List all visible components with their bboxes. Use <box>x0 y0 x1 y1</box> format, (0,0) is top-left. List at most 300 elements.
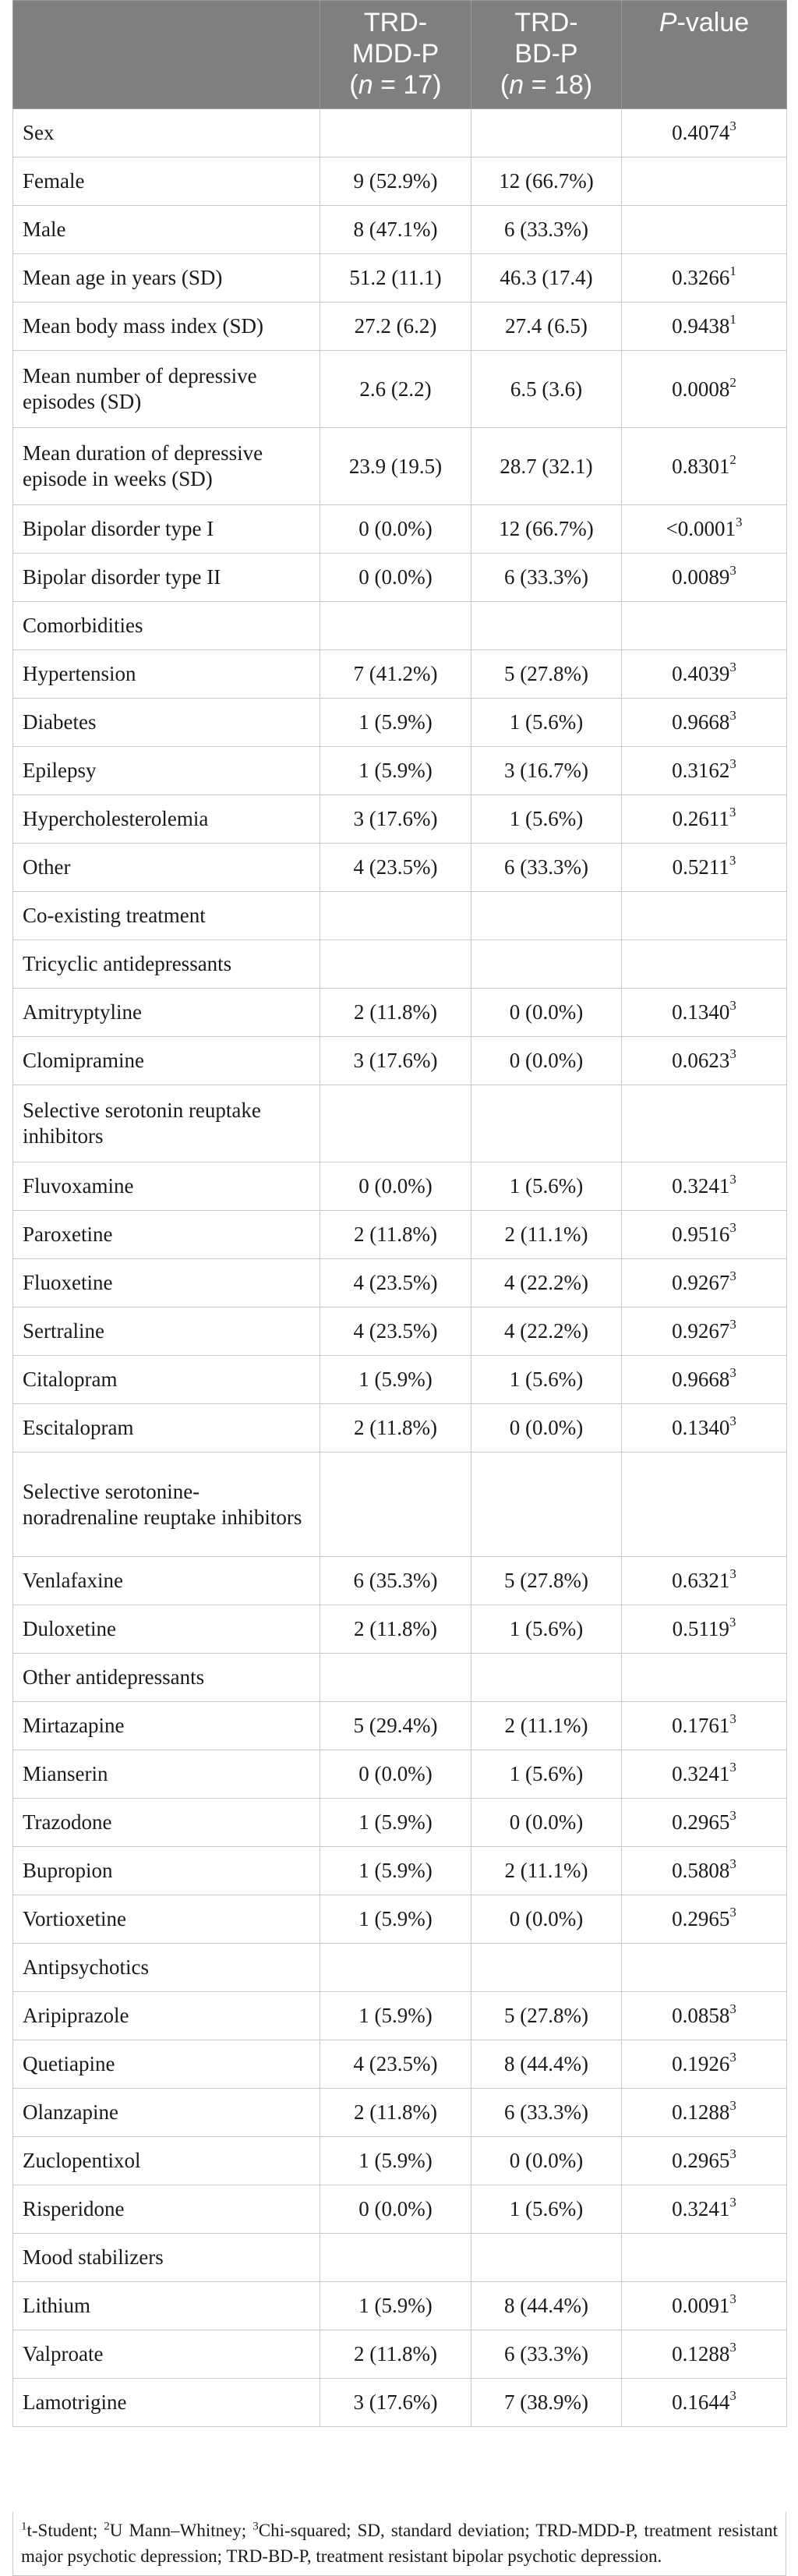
table-row <box>13 602 787 650</box>
row-label: Other <box>13 844 320 892</box>
row-label: Fluoxetine <box>13 1259 320 1307</box>
p-value-cell <box>622 1702 787 1750</box>
p-value: 0.3241 <box>672 2197 730 2220</box>
row-label: Tricyclic antidepressants <box>13 940 320 989</box>
value-trd-bd-p: 2 (11.1%) <box>471 1702 622 1750</box>
header-p-rest: -value <box>676 8 750 37</box>
p-value-test-marker: 1 <box>729 312 736 327</box>
value-trd-bd-p: 28.7 (32.1) <box>471 428 622 505</box>
value-trd-mdd-p: 0 (0.0%) <box>320 1162 471 1211</box>
p-value: 0.6321 <box>672 1569 730 1592</box>
p-value: 0.1288 <box>672 2100 730 2124</box>
p-value-cell <box>622 2282 787 2330</box>
row-label: Mean body mass index (SD) <box>13 303 320 351</box>
value-trd-bd-p: 1 (5.6%) <box>471 1750 622 1799</box>
p-value-test-marker: 2 <box>729 374 736 390</box>
value-trd-bd-p <box>471 1654 622 1702</box>
footnote-text: Chi-squared; SD, standard deviation; TRD-MDD-P, treatment resistant major psychotic depression; TRD-BD-P, treatment resistant bipolar psychotic depression. <box>21 2521 778 2566</box>
p-value: 0.0623 <box>672 1049 730 1072</box>
value-trd-bd-p: 7 (38.9%) <box>471 2379 622 2427</box>
p-value-test-marker: 3 <box>729 1711 736 1726</box>
table-row <box>13 747 787 795</box>
value-trd-bd-p <box>471 2234 622 2282</box>
value-trd-bd-p: 8 (44.4%) <box>471 2040 622 2089</box>
value-trd-bd-p <box>471 602 622 650</box>
value-trd-mdd-p: 1 (5.9%) <box>320 2282 471 2330</box>
value-trd-bd-p <box>471 892 622 940</box>
value-trd-mdd-p <box>320 2234 471 2282</box>
p-value-test-marker: 3 <box>729 805 736 819</box>
value-trd-bd-p: 6 (33.3%) <box>471 2089 622 2137</box>
header-trd-bd-p-line1: TRD- <box>514 8 578 37</box>
value-trd-mdd-p: 7 (41.2%) <box>320 650 471 699</box>
header-cell-trd-mdd-p <box>320 1 471 109</box>
row-label: Selective serotonine-noradrenaline reuptake inhibitors <box>13 1453 320 1557</box>
p-value-cell <box>622 1211 787 1259</box>
p-value-cell <box>622 1085 787 1162</box>
value-trd-mdd-p: 2 (11.8%) <box>320 2089 471 2137</box>
header-n-value: = 17) <box>373 70 442 100</box>
header-p-symbol: P <box>659 8 677 37</box>
row-label: Citalopram <box>13 1356 320 1404</box>
value-trd-bd-p: 46.3 (17.4) <box>471 254 622 303</box>
value-trd-bd-p: 6.5 (3.6) <box>471 351 622 428</box>
value-trd-mdd-p: 3 (17.6%) <box>320 795 471 844</box>
p-value-test-marker: 3 <box>729 1566 736 1581</box>
table-row <box>13 2089 787 2137</box>
row-label: Hypercholesterolemia <box>13 795 320 844</box>
p-value-test-marker: 3 <box>729 563 736 578</box>
value-trd-bd-p: 1 (5.6%) <box>471 795 622 844</box>
row-label: Mean age in years (SD) <box>13 254 320 303</box>
p-value-cell <box>622 2137 787 2185</box>
value-trd-bd-p: 0 (0.0%) <box>471 2137 622 2185</box>
value-trd-bd-p: 0 (0.0%) <box>471 1799 622 1847</box>
p-value-cell <box>622 1654 787 1702</box>
table-row <box>13 844 787 892</box>
table-row <box>13 1356 787 1404</box>
p-value-test-marker: 3 <box>729 756 736 771</box>
row-label: Duloxetine <box>13 1605 320 1654</box>
value-trd-mdd-p: 0 (0.0%) <box>320 1750 471 1799</box>
p-value-cell <box>622 1259 787 1307</box>
p-value-test-marker: 3 <box>729 1856 736 1871</box>
p-value-test-marker: 3 <box>729 2050 736 2065</box>
value-trd-bd-p: 5 (27.8%) <box>471 1557 622 1605</box>
p-value: 0.5211 <box>672 855 729 879</box>
row-label: Mianserin <box>13 1750 320 1799</box>
value-trd-mdd-p <box>320 892 471 940</box>
p-value-cell <box>622 109 787 157</box>
p-value-test-marker: 3 <box>735 515 743 529</box>
value-trd-mdd-p: 4 (23.5%) <box>320 2040 471 2089</box>
p-value: 0.9267 <box>672 1319 730 1343</box>
value-trd-bd-p: 1 (5.6%) <box>471 1356 622 1404</box>
p-value-test-marker: 3 <box>729 2340 736 2355</box>
value-trd-mdd-p <box>320 1654 471 1702</box>
p-value: <0.0001 <box>666 517 736 540</box>
value-trd-bd-p <box>471 1944 622 1992</box>
p-value: 0.9668 <box>672 710 730 734</box>
row-label: Bupropion <box>13 1847 320 1895</box>
p-value-cell <box>622 989 787 1037</box>
value-trd-bd-p: 2 (11.1%) <box>471 1847 622 1895</box>
value-trd-mdd-p <box>320 109 471 157</box>
value-trd-mdd-p: 2 (11.8%) <box>320 1404 471 1453</box>
table-row <box>13 1750 787 1799</box>
row-label: Male <box>13 206 320 254</box>
row-label: Olanzapine <box>13 2089 320 2137</box>
p-value: 0.0091 <box>672 2294 730 2317</box>
value-trd-mdd-p: 1 (5.9%) <box>320 699 471 747</box>
p-value-cell <box>622 650 787 699</box>
row-label: Epilepsy <box>13 747 320 795</box>
table-row <box>13 109 787 157</box>
p-value: 0.9267 <box>672 1271 730 1294</box>
header-row <box>13 1 787 109</box>
value-trd-mdd-p: 1 (5.9%) <box>320 1799 471 1847</box>
p-value-cell <box>622 747 787 795</box>
p-value-cell <box>622 1557 787 1605</box>
value-trd-mdd-p: 23.9 (19.5) <box>320 428 471 505</box>
p-value-cell <box>622 795 787 844</box>
p-value: 0.0089 <box>672 565 730 589</box>
value-trd-bd-p: 12 (66.7%) <box>471 505 622 554</box>
p-value: 0.3162 <box>672 759 730 782</box>
table-row <box>13 2185 787 2234</box>
value-trd-mdd-p: 2.6 (2.2) <box>320 351 471 428</box>
table-row <box>13 157 787 206</box>
p-value: 0.5119 <box>672 1617 729 1640</box>
p-value-test-marker: 3 <box>729 2291 736 2306</box>
footnote-text: U Mann–Whitney; <box>109 2521 253 2540</box>
table-row <box>13 1944 787 1992</box>
p-value: 0.1761 <box>672 1714 730 1737</box>
p-value: 0.2611 <box>672 807 729 830</box>
table-row <box>13 505 787 554</box>
table-row <box>13 1259 787 1307</box>
row-label: Aripiprazole <box>13 1992 320 2040</box>
value-trd-bd-p: 6 (33.3%) <box>471 844 622 892</box>
p-value-cell <box>622 157 787 206</box>
p-value: 0.1340 <box>672 1000 730 1024</box>
row-label: Hypertension <box>13 650 320 699</box>
table-row <box>13 1453 787 1557</box>
row-label: Mirtazapine <box>13 1702 320 1750</box>
p-value-test-marker: 3 <box>729 2001 736 2016</box>
value-trd-mdd-p: 1 (5.9%) <box>320 1356 471 1404</box>
header-n-symbol: n <box>358 70 373 100</box>
p-value-cell <box>622 940 787 989</box>
p-value-test-marker: 3 <box>729 708 736 723</box>
value-trd-bd-p: 3 (16.7%) <box>471 747 622 795</box>
value-trd-bd-p <box>471 1085 622 1162</box>
value-trd-bd-p: 6 (33.3%) <box>471 554 622 602</box>
row-label: Trazodone <box>13 1799 320 1847</box>
table-row <box>13 1307 787 1356</box>
table-row <box>13 650 787 699</box>
p-value-test-marker: 3 <box>729 2195 736 2210</box>
value-trd-mdd-p: 3 (17.6%) <box>320 2379 471 2427</box>
table-row <box>13 795 787 844</box>
value-trd-bd-p: 0 (0.0%) <box>471 1404 622 1453</box>
row-label: Diabetes <box>13 699 320 747</box>
value-trd-bd-p: 27.4 (6.5) <box>471 303 622 351</box>
p-value-test-marker: 3 <box>729 119 736 133</box>
p-value-cell <box>622 1404 787 1453</box>
row-label: Amitryptyline <box>13 989 320 1037</box>
row-label: Vortioxetine <box>13 1895 320 1944</box>
header-cell-label <box>13 1 320 109</box>
header-trd-bd-p-n: (n = 18) <box>500 70 593 100</box>
table-row <box>13 1605 787 1654</box>
value-trd-mdd-p: 6 (35.3%) <box>320 1557 471 1605</box>
table-row <box>13 1702 787 1750</box>
row-label: Lithium <box>13 2282 320 2330</box>
value-trd-bd-p: 6 (33.3%) <box>471 206 622 254</box>
table-row <box>13 2137 787 2185</box>
table-row <box>13 1799 787 1847</box>
value-trd-bd-p: 8 (44.4%) <box>471 2282 622 2330</box>
value-trd-bd-p: 1 (5.6%) <box>471 699 622 747</box>
value-trd-bd-p: 4 (22.2%) <box>471 1307 622 1356</box>
row-label: Quetiapine <box>13 2040 320 2089</box>
table-row <box>13 989 787 1037</box>
value-trd-mdd-p: 0 (0.0%) <box>320 554 471 602</box>
p-value: 0.1644 <box>672 2390 730 2414</box>
table-row <box>13 206 787 254</box>
table-row <box>13 892 787 940</box>
value-trd-bd-p <box>471 940 622 989</box>
p-value-cell <box>622 1750 787 1799</box>
table-row <box>13 1557 787 1605</box>
value-trd-bd-p: 0 (0.0%) <box>471 1895 622 1944</box>
table-row <box>13 1085 787 1162</box>
p-value-test-marker: 3 <box>729 660 736 674</box>
p-value-cell <box>622 554 787 602</box>
value-trd-mdd-p <box>320 602 471 650</box>
row-label: Mean duration of depressive episode in weeks (SD) <box>13 428 320 505</box>
row-label: Lamotrigine <box>13 2379 320 2427</box>
row-label: Bipolar disorder type II <box>13 554 320 602</box>
p-value: 0.8301 <box>672 454 730 478</box>
table-row <box>13 1404 787 1453</box>
row-label: Selective serotonin reuptake inhibitors <box>13 1085 320 1162</box>
footnote-marker: 3 <box>252 2520 259 2533</box>
p-value-test-marker: 3 <box>729 1172 736 1187</box>
p-value-cell <box>622 1162 787 1211</box>
p-value: 0.0858 <box>672 2004 730 2027</box>
table-row <box>13 2040 787 2089</box>
table-row <box>13 2282 787 2330</box>
p-value-test-marker: 3 <box>729 1269 736 1283</box>
value-trd-mdd-p: 4 (23.5%) <box>320 1307 471 1356</box>
value-trd-mdd-p: 1 (5.9%) <box>320 1992 471 2040</box>
table-row <box>13 1895 787 1944</box>
footnote-marker: 1 <box>21 2520 27 2533</box>
p-value-cell <box>622 206 787 254</box>
p-value-cell <box>622 1356 787 1404</box>
p-value-test-marker: 3 <box>729 1905 736 1920</box>
row-label: Zuclopentixol <box>13 2137 320 2185</box>
p-value-cell <box>622 1037 787 1085</box>
p-value-cell <box>622 1944 787 1992</box>
value-trd-mdd-p: 1 (5.9%) <box>320 1847 471 1895</box>
row-label: Sex <box>13 109 320 157</box>
demographics-table <box>12 0 787 2427</box>
p-value-cell <box>622 1992 787 2040</box>
p-value-cell <box>622 1847 787 1895</box>
row-label: Mean number of depressive episodes (SD) <box>13 351 320 428</box>
p-value: 0.3241 <box>672 1762 730 1785</box>
value-trd-bd-p: 1 (5.6%) <box>471 1162 622 1211</box>
p-value-test-marker: 3 <box>729 853 736 868</box>
p-value: 0.2965 <box>672 1810 730 1834</box>
p-value-test-marker: 3 <box>729 1615 736 1629</box>
value-trd-mdd-p: 2 (11.8%) <box>320 1211 471 1259</box>
row-label: Co-existing treatment <box>13 892 320 940</box>
p-value-test-marker: 3 <box>729 2098 736 2113</box>
value-trd-mdd-p: 2 (11.8%) <box>320 989 471 1037</box>
value-trd-mdd-p: 2 (11.8%) <box>320 2330 471 2379</box>
row-label: Valproate <box>13 2330 320 2379</box>
p-value-test-marker: 3 <box>729 1760 736 1775</box>
p-value: 0.3241 <box>672 1174 730 1198</box>
header-cell-trd-bd-p <box>471 1 622 109</box>
value-trd-bd-p: 5 (27.8%) <box>471 1992 622 2040</box>
value-trd-bd-p: 5 (27.8%) <box>471 650 622 699</box>
row-label: Fluvoxamine <box>13 1162 320 1211</box>
header-trd-mdd-p-n: (n = 17) <box>349 70 442 100</box>
row-label: Bipolar disorder type I <box>13 505 320 554</box>
value-trd-mdd-p <box>320 1453 471 1557</box>
p-value: 0.4074 <box>672 121 730 144</box>
table-body <box>13 109 787 2427</box>
p-value-cell <box>622 844 787 892</box>
value-trd-mdd-p <box>320 1085 471 1162</box>
table-row <box>13 1162 787 1211</box>
value-trd-mdd-p <box>320 940 471 989</box>
footnote-marker: 2 <box>104 2520 110 2533</box>
p-value-cell <box>622 254 787 303</box>
p-value-test-marker: 3 <box>729 2388 736 2403</box>
value-trd-mdd-p: 1 (5.9%) <box>320 1895 471 1944</box>
p-value-test-marker: 3 <box>729 1220 736 1235</box>
value-trd-mdd-p: 8 (47.1%) <box>320 206 471 254</box>
row-label: Risperidone <box>13 2185 320 2234</box>
value-trd-mdd-p: 51.2 (11.1) <box>320 254 471 303</box>
p-value-cell <box>622 1453 787 1557</box>
table-row <box>13 699 787 747</box>
p-value-cell <box>622 2234 787 2282</box>
value-trd-mdd-p: 27.2 (6.2) <box>320 303 471 351</box>
table-row <box>13 1847 787 1895</box>
table-row <box>13 2234 787 2282</box>
p-value: 0.9668 <box>672 1368 730 1391</box>
header-trd-mdd-p-line2: MDD-P <box>351 39 440 69</box>
header-trd-bd-p-line2: BD-P <box>514 39 578 69</box>
header-n-symbol: n <box>509 70 524 100</box>
p-value-test-marker: 2 <box>729 451 736 467</box>
p-value: 0.5808 <box>672 1859 730 1882</box>
value-trd-bd-p <box>471 1453 622 1557</box>
p-value-cell <box>622 2040 787 2089</box>
table-row <box>13 303 787 351</box>
p-value-cell <box>622 1605 787 1654</box>
row-label: Mood stabilizers <box>13 2234 320 2282</box>
row-label: Antipsychotics <box>13 1944 320 1992</box>
p-value-test-marker: 3 <box>729 1365 736 1380</box>
value-trd-bd-p: 12 (66.7%) <box>471 157 622 206</box>
value-trd-bd-p: 0 (0.0%) <box>471 989 622 1037</box>
table-row <box>13 1037 787 1085</box>
value-trd-bd-p: 1 (5.6%) <box>471 1605 622 1654</box>
table-row <box>13 1992 787 2040</box>
header-trd-mdd-p-line1: TRD- <box>363 8 428 37</box>
value-trd-bd-p: 1 (5.6%) <box>471 2185 622 2234</box>
row-label: Comorbidities <box>13 602 320 650</box>
footnote-text: t-Student; <box>26 2521 104 2540</box>
p-value: 0.9438 <box>672 314 730 338</box>
p-value: 0.2965 <box>672 2149 730 2172</box>
value-trd-mdd-p: 0 (0.0%) <box>320 2185 471 2234</box>
value-trd-mdd-p: 5 (29.4%) <box>320 1702 471 1750</box>
value-trd-bd-p: 4 (22.2%) <box>471 1259 622 1307</box>
p-value-cell <box>622 2330 787 2379</box>
row-label: Paroxetine <box>13 1211 320 1259</box>
p-value-test-marker: 3 <box>729 998 736 1013</box>
p-value: 0.1340 <box>672 1416 730 1439</box>
value-trd-mdd-p: 9 (52.9%) <box>320 157 471 206</box>
p-value-test-marker: 3 <box>729 2146 736 2161</box>
p-value-cell <box>622 1307 787 1356</box>
row-label: Venlafaxine <box>13 1557 320 1605</box>
table-row <box>13 254 787 303</box>
value-trd-mdd-p: 2 (11.8%) <box>320 1605 471 1654</box>
p-value-cell <box>622 699 787 747</box>
table-row <box>13 351 787 428</box>
value-trd-mdd-p: 0 (0.0%) <box>320 505 471 554</box>
value-trd-mdd-p: 4 (23.5%) <box>320 844 471 892</box>
table-row <box>13 940 787 989</box>
p-value-cell <box>622 1799 787 1847</box>
table-row <box>13 1211 787 1259</box>
row-label: Sertraline <box>13 1307 320 1356</box>
p-value-test-marker: 3 <box>729 1414 736 1428</box>
p-value-test-marker: 3 <box>729 1808 736 1823</box>
p-value: 0.2965 <box>672 1907 730 1930</box>
row-label: Other antidepressants <box>13 1654 320 1702</box>
table-row <box>13 2330 787 2379</box>
value-trd-bd-p: 0 (0.0%) <box>471 1037 622 1085</box>
table-footnote <box>12 2511 786 2576</box>
value-trd-mdd-p: 4 (23.5%) <box>320 1259 471 1307</box>
table-row <box>13 2379 787 2427</box>
p-value: 0.3266 <box>672 266 730 289</box>
table-row <box>13 554 787 602</box>
table-header <box>13 1 787 109</box>
p-value-cell <box>622 303 787 351</box>
row-label: Female <box>13 157 320 206</box>
p-value-cell <box>622 505 787 554</box>
value-trd-mdd-p <box>320 1944 471 1992</box>
p-value-cell <box>622 428 787 505</box>
p-value-cell <box>622 1895 787 1944</box>
p-value: 0.4039 <box>672 662 730 685</box>
value-trd-bd-p: 2 (11.1%) <box>471 1211 622 1259</box>
value-trd-mdd-p: 3 (17.6%) <box>320 1037 471 1085</box>
p-value-test-marker: 3 <box>729 1317 736 1332</box>
